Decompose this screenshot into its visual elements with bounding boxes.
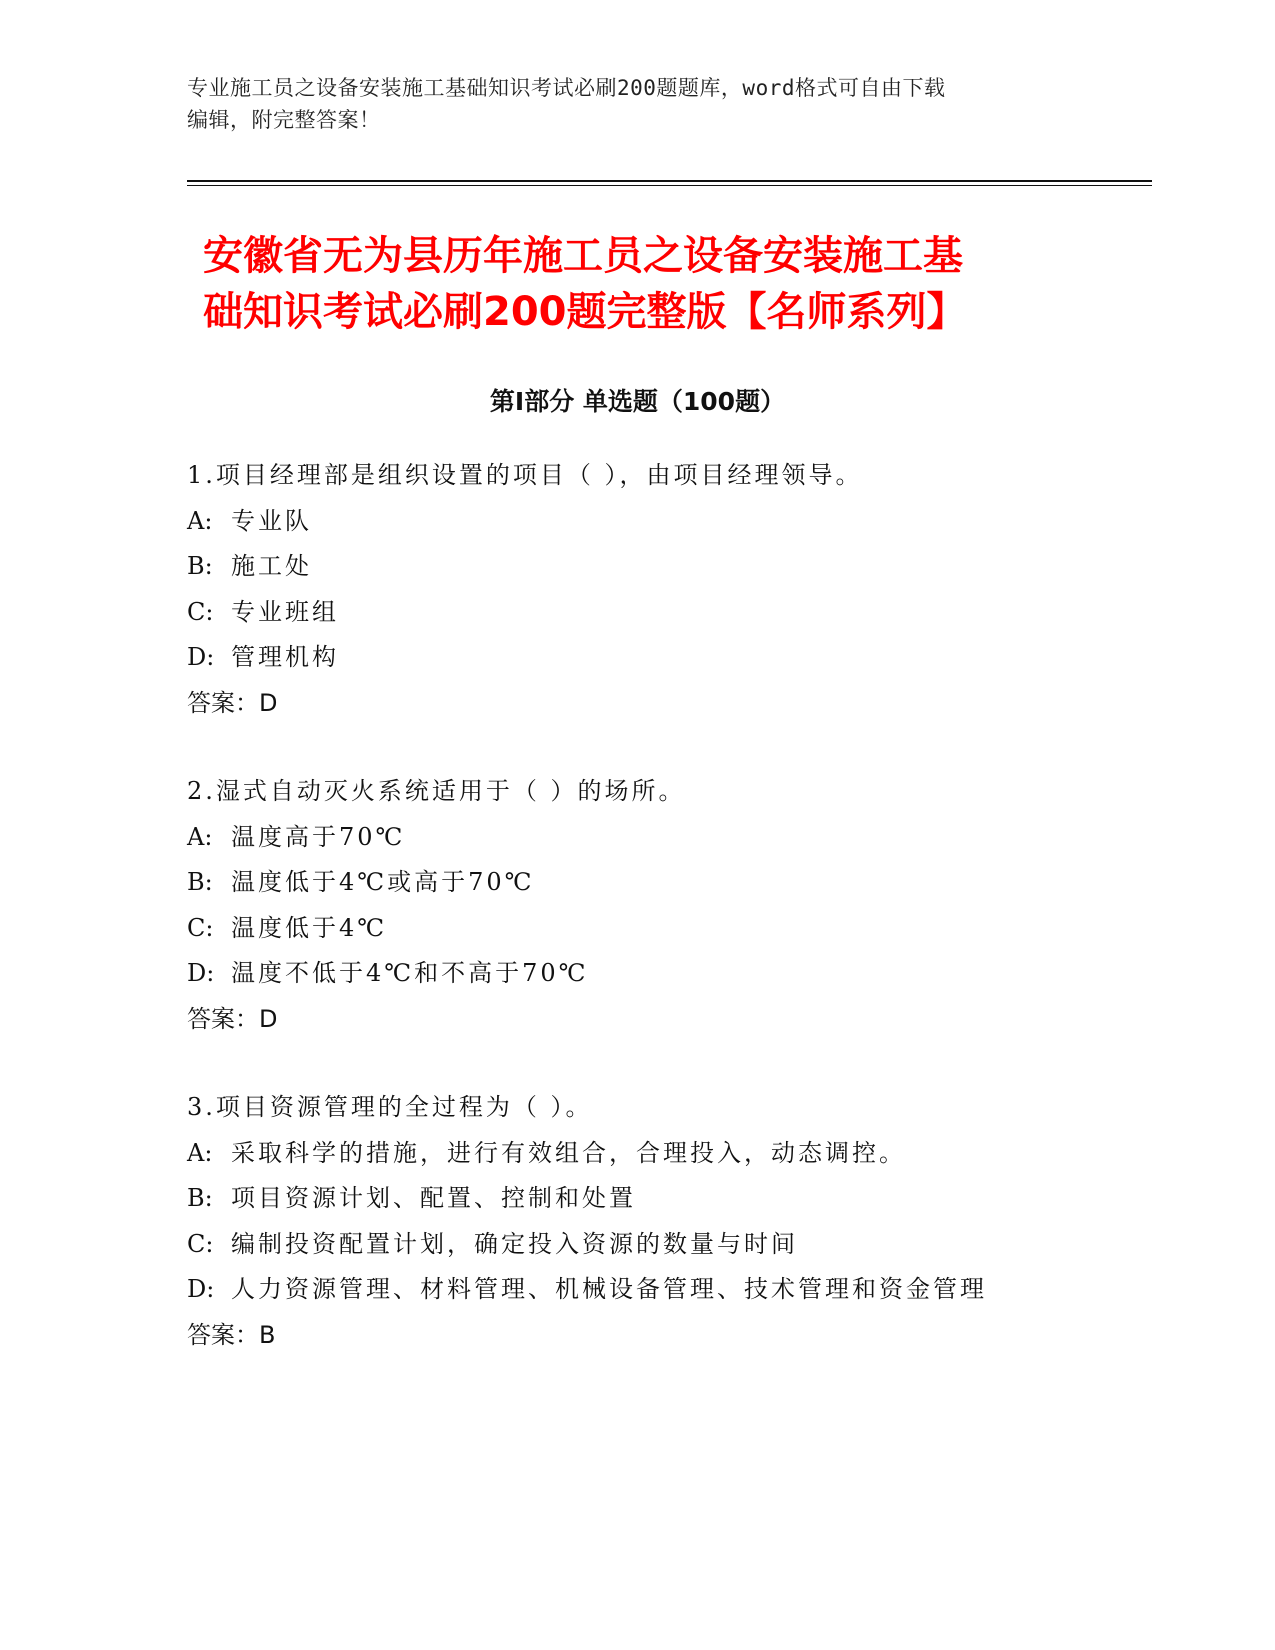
- option-text: 管理机构: [231, 643, 339, 671]
- question-stem: 2.湿式自动灭火系统适用于（ ）的场所。: [187, 777, 686, 805]
- option-a: [187, 822, 1087, 868]
- option-text: 编制投资配置计划，确定投入资源的数量与时间: [231, 1229, 798, 1258]
- answer-label: 答案：D: [187, 688, 278, 717]
- answer-label: 答案：B: [187, 1320, 276, 1349]
- option-letter: A:: [187, 506, 213, 535]
- question-2: [187, 776, 1087, 1034]
- header-note: [187, 72, 1087, 136]
- document-title-line-2: 础知识考试必刷200题完整版【名师系列】: [203, 289, 967, 335]
- question-1: [187, 460, 1087, 718]
- option-letter: A:: [187, 822, 213, 851]
- option-text: 采取科学的措施，进行有效组合，合理投入，动态调控。: [231, 1138, 906, 1167]
- option-a: [187, 1138, 1087, 1184]
- option-b: [187, 551, 1087, 597]
- option-c: [187, 913, 1087, 959]
- header-rule-thin: [187, 185, 1152, 186]
- option-d: [187, 958, 1087, 1004]
- document-title: [203, 228, 1103, 340]
- option-text: 专业班组: [231, 597, 339, 626]
- option-d: [187, 1274, 1087, 1320]
- question-3: [187, 1092, 1087, 1350]
- option-text: 人力资源管理、材料管理、机械设备管理、技术管理和资金管理: [231, 1275, 987, 1303]
- option-text: 项目资源计划、配置、控制和处置: [231, 1184, 636, 1212]
- section-heading: 第Ⅰ部分 单选题（100题）: [489, 387, 786, 416]
- header-note-line-1: 专业施工员之设备安装施工基础知识考试必刷200题题库，word格式可自由下载: [187, 76, 946, 100]
- option-text: 专业队: [231, 506, 312, 535]
- option-c: [187, 1229, 1087, 1275]
- document-title-line-1: 安徽省无为县历年施工员之设备安装施工基: [203, 233, 963, 279]
- option-letter: D:: [187, 1275, 215, 1303]
- option-c: [187, 597, 1087, 643]
- option-letter: C:: [187, 597, 214, 626]
- option-letter: C:: [187, 913, 214, 942]
- option-d: [187, 642, 1087, 688]
- option-a: [187, 506, 1087, 552]
- answer-label: 答案：D: [187, 1004, 278, 1033]
- option-letter: B:: [187, 868, 213, 896]
- option-letter: B:: [187, 1184, 213, 1212]
- option-letter: C:: [187, 1229, 214, 1258]
- option-text: 温度高于70℃: [231, 822, 406, 851]
- option-letter: D:: [187, 643, 215, 671]
- option-letter: B:: [187, 552, 213, 580]
- option-b: [187, 867, 1087, 913]
- question-stem: 1.项目经理部是组织设置的项目（ ），由项目经理领导。: [187, 461, 863, 489]
- option-text: 温度低于4℃: [231, 913, 388, 942]
- header-note-line-2: 编辑，附完整答案！: [187, 108, 381, 132]
- option-text: 温度低于4℃或高于70℃: [231, 868, 535, 896]
- option-letter: A:: [187, 1138, 213, 1167]
- option-text: 施工处: [231, 552, 312, 580]
- option-letter: D:: [187, 959, 215, 987]
- option-text: 温度不低于4℃和不高于70℃: [231, 959, 589, 987]
- question-stem: 3.项目资源管理的全过程为（ ）。: [187, 1093, 593, 1121]
- option-b: [187, 1183, 1087, 1229]
- header-rule-thick: [187, 180, 1152, 182]
